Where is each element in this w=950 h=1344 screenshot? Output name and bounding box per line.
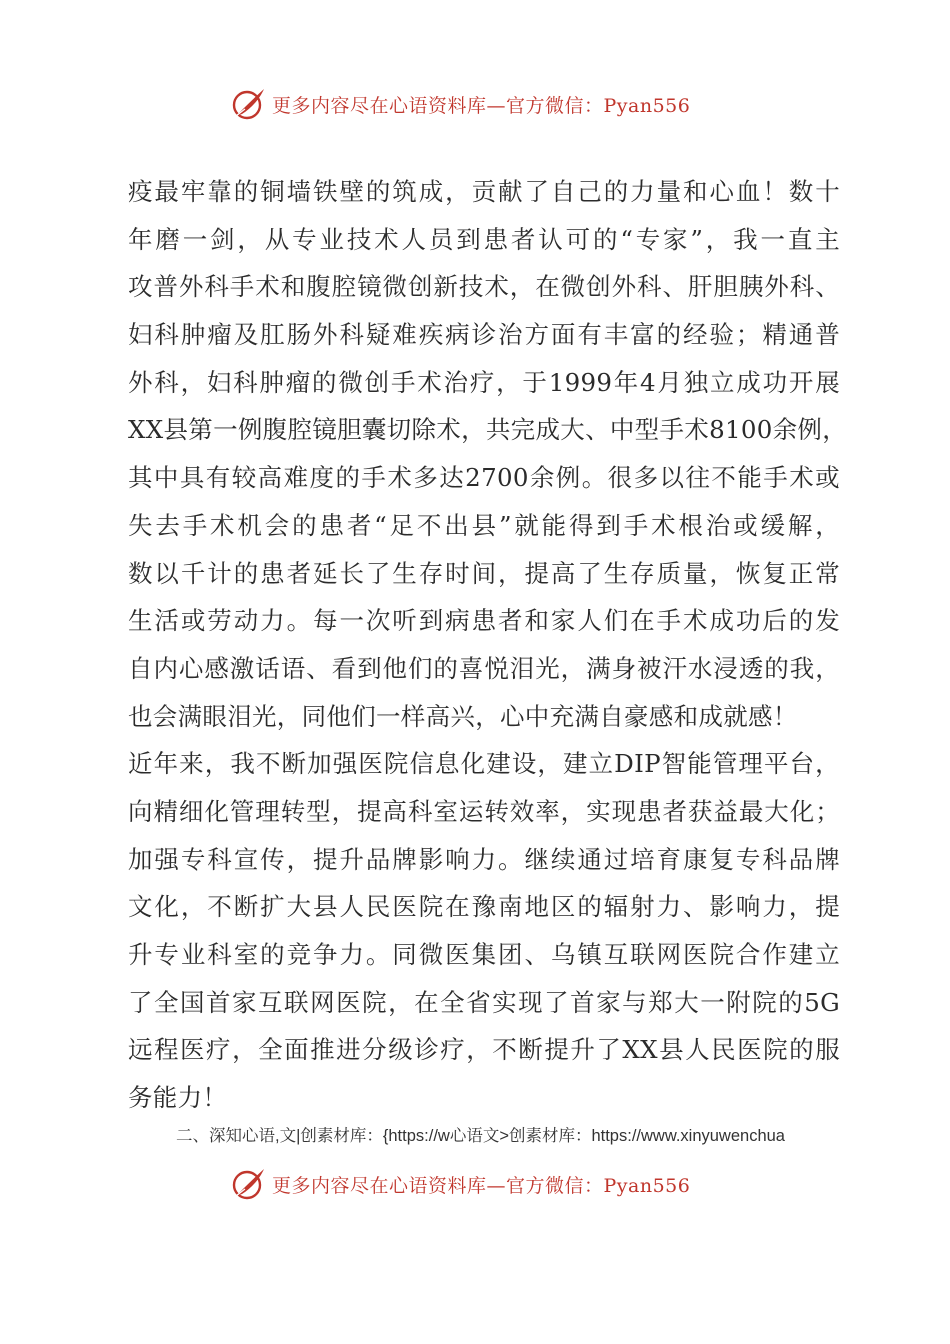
- body-line: XX县第一例腹腔镜胆囊切除术，共完成大、中型手术8100余例，: [128, 415, 848, 445]
- footer-watermark-banner: [230, 1164, 750, 1204]
- body-line: 了全国首家互联网医院，在全省实现了首家与郑大一附院的5G: [128, 987, 840, 1017]
- body-line: 也会满眼泪光，同他们一样高兴，心中充满自豪感和成就感！: [128, 701, 798, 731]
- body-line: 自内心感激话语、看到他们的喜悦泪光，满身被汗水浸透的我，: [128, 653, 840, 683]
- header-watermark-banner: [230, 84, 750, 124]
- document-body: [128, 168, 848, 1122]
- body-line: 疫最牢靠的铜墙铁壁的筑成，贡献了自己的力量和心血！数十: [128, 177, 840, 206]
- body-line: 向精细化管理转型，提高科室运转效率，实现患者获益最大化；: [128, 796, 840, 826]
- body-line: 攻普外科手术和腹腔镜微创新技术，在微创外科、肝胆胰外科、: [128, 272, 840, 302]
- body-line: 务能力！: [128, 1083, 228, 1113]
- body-line: 其中具有较高难度的手术多达2700余例。很多以往不能手术或: [128, 463, 840, 493]
- body-line: 数以千计的患者延长了生存时间，提高了生存质量，恢复正常: [128, 558, 840, 588]
- body-line: 加强专科宣传，提升品牌影响力。继续通过培育康复专科品牌: [128, 844, 840, 874]
- body-line: 妇科肿瘤及肛肠外科疑难疾病诊治方面有丰富的经验；精通普: [128, 320, 840, 350]
- body-line: 远程医疗，全面推进分级诊疗，不断提升了XX县人民医院的服: [128, 1035, 840, 1065]
- body-line: 文化，不断扩大县人民医院在豫南地区的辐射力、影响力，提: [128, 892, 840, 922]
- quill-logo-icon: [230, 1166, 268, 1202]
- quill-logo-icon: [230, 86, 268, 122]
- footer-banner-text: 更多内容尽在心语资料库—官方微信：Pyan556: [272, 1174, 691, 1197]
- body-line: 近年来，我不断加强医院信息化建设，建立DIP智能管理平台，: [128, 749, 840, 779]
- source-reference-line: 二、深知心语,文|创素材库：{https://w心语文>创素材库：https://www.xinyuwenchua: [176, 1127, 785, 1145]
- header-banner-text: 更多内容尽在心语资料库—官方微信：Pyan556: [272, 94, 691, 117]
- body-line: 升专业科室的竞争力。同微医集团、乌镇互联网医院合作建立: [128, 940, 840, 969]
- body-line: 外科，妇科肿瘤的微创手术治疗，于1999年4月独立成功开展: [128, 367, 840, 397]
- body-line: 生活或劳动力。每一次听到病患者和家人们在手术成功后的发: [128, 606, 840, 636]
- body-line: 失去手术机会的患者“足不出县”就能得到手术根治或缓解，: [128, 510, 840, 540]
- body-line: 年磨一剑，从专业技术人员到患者认可的“专家”，我一直主: [128, 224, 840, 254]
